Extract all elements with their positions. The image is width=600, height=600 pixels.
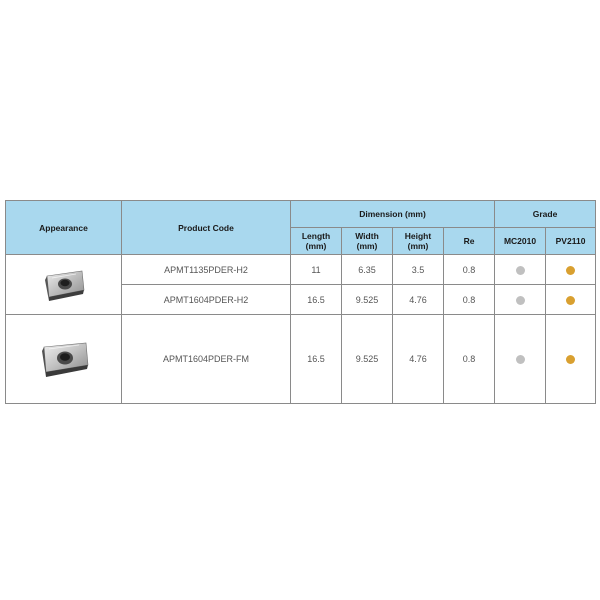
carbide-insert-image <box>36 340 92 378</box>
grade-header: Grade <box>495 201 596 228</box>
length-header-label: Length <box>301 231 331 241</box>
table-row <box>6 315 596 404</box>
mc2010-dot <box>516 355 525 364</box>
height-header-label: Height <box>404 231 432 241</box>
mc2010-dot <box>516 296 525 305</box>
width-cell: 9.525 <box>342 285 393 315</box>
product-code-cell: APMT1135PDER-H2 <box>122 255 291 285</box>
re-cell: 0.8 <box>444 255 495 285</box>
re-cell: 0.8 <box>444 315 495 404</box>
pv2110-dot <box>566 296 575 305</box>
pv2110-dot <box>566 355 575 364</box>
product-code-header: Product Code <box>122 201 291 255</box>
width-header <box>342 228 393 255</box>
mc2010-cell <box>495 255 546 285</box>
pv2110-header: PV2110 <box>546 228 596 255</box>
product-spec-table <box>5 200 596 404</box>
mc2010-cell <box>495 285 546 315</box>
pv2110-dot <box>566 266 575 275</box>
product-code-cell: APMT1604PDER-H2 <box>122 285 291 315</box>
height-cell: 3.5 <box>393 255 444 285</box>
appearance-cell-small <box>6 255 122 315</box>
appearance-header: Appearance <box>6 201 122 255</box>
pv2110-cell <box>546 285 596 315</box>
length-cell: 16.5 <box>291 315 342 404</box>
pv2110-cell <box>546 255 596 285</box>
appearance-cell-large <box>6 315 122 404</box>
width-cell: 6.35 <box>342 255 393 285</box>
width-header-unit: (mm) <box>356 241 378 251</box>
length-cell: 16.5 <box>291 285 342 315</box>
dimension-header: Dimension (mm) <box>291 201 495 228</box>
header-row-primary <box>6 201 596 228</box>
product-code-cell: APMT1604PDER-FM <box>122 315 291 404</box>
length-header <box>291 228 342 255</box>
mc2010-cell <box>495 315 546 404</box>
length-cell: 11 <box>291 255 342 285</box>
table-row <box>6 255 596 285</box>
height-cell: 4.76 <box>393 285 444 315</box>
height-header <box>393 228 444 255</box>
height-header-unit: (mm) <box>407 241 429 251</box>
pv2110-cell <box>546 315 596 404</box>
width-header-label: Width <box>355 231 379 241</box>
length-header-unit: (mm) <box>305 241 327 251</box>
height-cell: 4.76 <box>393 315 444 404</box>
mc2010-dot <box>516 266 525 275</box>
re-header: Re <box>444 228 495 255</box>
carbide-insert-image <box>40 268 88 302</box>
re-cell: 0.8 <box>444 285 495 315</box>
width-cell: 9.525 <box>342 315 393 404</box>
mc2010-header: MC2010 <box>495 228 546 255</box>
